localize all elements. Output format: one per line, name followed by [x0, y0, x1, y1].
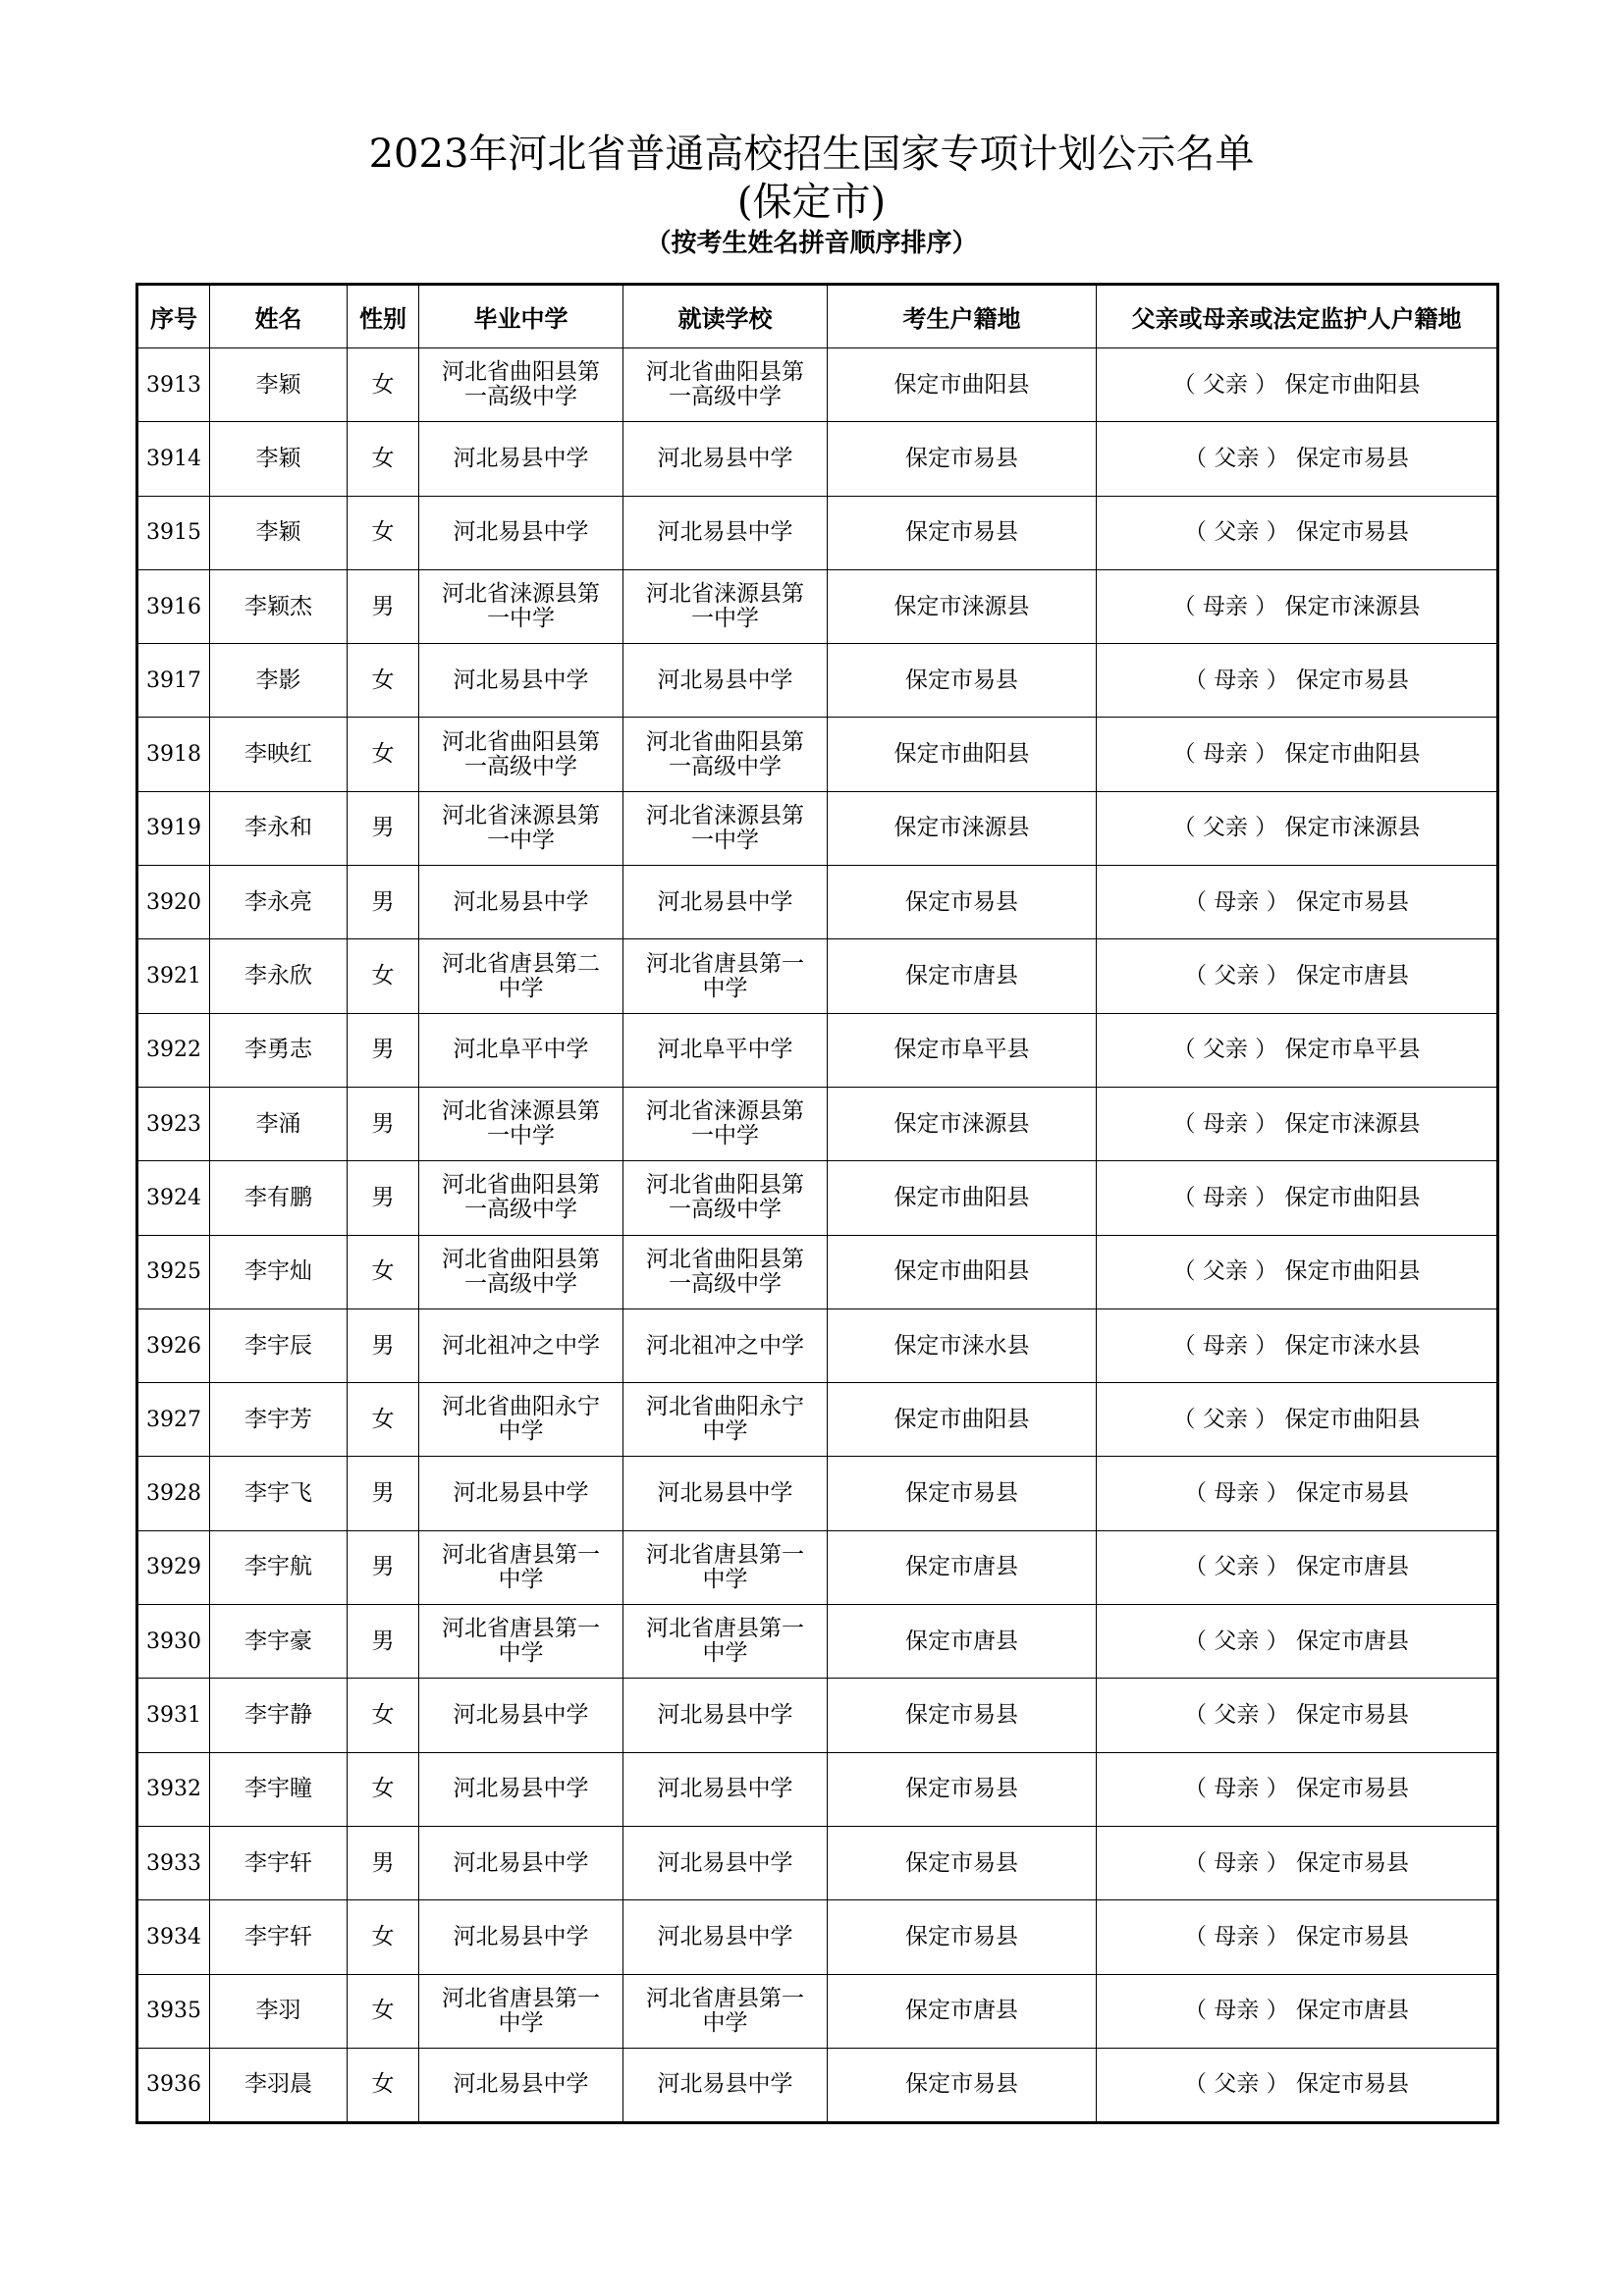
table-row	[137, 422, 1498, 496]
cell-guardian: （ 母亲 ） 保定市曲阳县	[1097, 718, 1498, 791]
table-row	[137, 1161, 1498, 1235]
cell-household: 保定市曲阳县	[828, 348, 1097, 422]
cell-household: 保定市曲阳县	[828, 1161, 1097, 1235]
cell-current-school: 河北易县中学	[623, 422, 828, 496]
cell-name: 李颖	[210, 496, 348, 569]
cell-current-school: 河北省曲阳永宁 中学	[623, 1383, 828, 1457]
cell-grad-school: 河北省涞源县第 一中学	[419, 569, 623, 643]
cell-gender: 女	[348, 1383, 419, 1457]
cell-seq: 3930	[137, 1605, 210, 1679]
cell-gender: 女	[348, 422, 419, 496]
cell-gender: 女	[348, 1974, 419, 2048]
cell-household: 保定市涞水县	[828, 1308, 1097, 1382]
table-row	[137, 1013, 1498, 1087]
cell-household: 保定市易县	[828, 2048, 1097, 2122]
col-header-guardian: 父亲或母亲或法定监护人户籍地	[1097, 285, 1498, 348]
cell-grad-school: 河北阜平中学	[419, 1013, 623, 1087]
cell-seq: 3914	[137, 422, 210, 496]
cell-grad-school: 河北省曲阳县第 一高级中学	[419, 348, 623, 422]
cell-guardian: （ 父亲 ） 保定市曲阳县	[1097, 348, 1498, 422]
cell-seq: 3924	[137, 1161, 210, 1235]
cell-seq: 3922	[137, 1013, 210, 1087]
cell-household: 保定市易县	[828, 1457, 1097, 1530]
cell-household: 保定市曲阳县	[828, 1235, 1097, 1308]
cell-household: 保定市涞源县	[828, 569, 1097, 643]
cell-grad-school: 河北祖冲之中学	[419, 1308, 623, 1382]
cell-household: 保定市曲阳县	[828, 718, 1097, 791]
cell-household: 保定市易县	[828, 644, 1097, 718]
cell-name: 李有鹏	[210, 1161, 348, 1235]
col-header-gender: 性别	[348, 285, 419, 348]
cell-gender: 女	[348, 1235, 419, 1308]
cell-gender: 男	[348, 1308, 419, 1382]
cell-grad-school: 河北易县中学	[419, 422, 623, 496]
cell-name: 李宇轩	[210, 1900, 348, 1974]
cell-current-school: 河北省曲阳县第 一高级中学	[623, 718, 828, 791]
cell-guardian: （ 母亲 ） 保定市涞源县	[1097, 1087, 1498, 1160]
cell-name: 李宇航	[210, 1530, 348, 1604]
cell-seq: 3936	[137, 2048, 210, 2122]
cell-name: 李宇灿	[210, 1235, 348, 1308]
cell-name: 李颖	[210, 422, 348, 496]
cell-seq: 3933	[137, 1826, 210, 1899]
col-header-seq: 序号	[137, 285, 210, 348]
cell-gender: 女	[348, 1679, 419, 1752]
cell-name: 李宇豪	[210, 1605, 348, 1679]
cell-grad-school: 河北省曲阳县第 一高级中学	[419, 1161, 623, 1235]
cell-seq: 3923	[137, 1087, 210, 1160]
table-row	[137, 569, 1498, 643]
cell-gender: 男	[348, 1013, 419, 1087]
cell-current-school: 河北阜平中学	[623, 1013, 828, 1087]
cell-grad-school: 河北省曲阳县第 一高级中学	[419, 718, 623, 791]
cell-household: 保定市唐县	[828, 1605, 1097, 1679]
cell-name: 李勇志	[210, 1013, 348, 1087]
table-row	[137, 1530, 1498, 1604]
cell-gender: 女	[348, 1900, 419, 1974]
cell-household: 保定市唐县	[828, 1530, 1097, 1604]
cell-seq: 3919	[137, 791, 210, 865]
sort-note: （按考生姓名拼音顺序排序）	[645, 229, 978, 258]
cell-seq: 3928	[137, 1457, 210, 1530]
cell-current-school: 河北易县中学	[623, 1457, 828, 1530]
cell-grad-school: 河北易县中学	[419, 1457, 623, 1530]
cell-guardian: （ 父亲 ） 保定市唐县	[1097, 939, 1498, 1013]
table-row	[137, 1087, 1498, 1160]
cell-guardian: （ 父亲 ） 保定市涞源县	[1097, 791, 1498, 865]
cell-gender: 男	[348, 1161, 419, 1235]
cell-current-school: 河北祖冲之中学	[623, 1308, 828, 1382]
cell-grad-school: 河北省曲阳永宁 中学	[419, 1383, 623, 1457]
cell-seq: 3916	[137, 569, 210, 643]
cell-gender: 男	[348, 1530, 419, 1604]
cell-household: 保定市易县	[828, 1826, 1097, 1899]
cell-seq: 3929	[137, 1530, 210, 1604]
table-row	[137, 496, 1498, 569]
cell-grad-school: 河北易县中学	[419, 2048, 623, 2122]
cell-gender: 男	[348, 1087, 419, 1160]
cell-current-school: 河北易县中学	[623, 644, 828, 718]
cell-name: 李宇辰	[210, 1308, 348, 1382]
cell-household: 保定市阜平县	[828, 1013, 1097, 1087]
cell-name: 李映红	[210, 718, 348, 791]
cell-guardian: （ 母亲 ） 保定市易县	[1097, 1826, 1498, 1899]
cell-name: 李永欣	[210, 939, 348, 1013]
cell-gender: 女	[348, 718, 419, 791]
cell-grad-school: 河北省曲阳县第 一高级中学	[419, 1235, 623, 1308]
cell-gender: 男	[348, 866, 419, 939]
cell-guardian: （ 父亲 ） 保定市曲阳县	[1097, 1235, 1498, 1308]
cell-gender: 男	[348, 1605, 419, 1679]
cell-grad-school: 河北省唐县第一 中学	[419, 1974, 623, 2048]
cell-grad-school: 河北易县中学	[419, 1752, 623, 1826]
cell-gender: 女	[348, 939, 419, 1013]
cell-guardian: （ 母亲 ） 保定市易县	[1097, 1457, 1498, 1530]
cell-current-school: 河北省曲阳县第 一高级中学	[623, 1161, 828, 1235]
cell-household: 保定市易县	[828, 866, 1097, 939]
cell-seq: 3931	[137, 1679, 210, 1752]
col-header-household: 考生户籍地	[828, 285, 1097, 348]
cell-guardian: （ 母亲 ） 保定市易县	[1097, 644, 1498, 718]
cell-guardian: （ 母亲 ） 保定市涞源县	[1097, 569, 1498, 643]
cell-seq: 3915	[137, 496, 210, 569]
cell-gender: 男	[348, 1826, 419, 1899]
table-row	[137, 1308, 1498, 1382]
table-row	[137, 718, 1498, 791]
cell-seq: 3934	[137, 1900, 210, 1974]
cell-current-school: 河北易县中学	[623, 866, 828, 939]
cell-seq: 3932	[137, 1752, 210, 1826]
cell-seq: 3925	[137, 1235, 210, 1308]
table-row	[137, 1752, 1498, 1826]
cell-gender: 女	[348, 1752, 419, 1826]
cell-gender: 女	[348, 496, 419, 569]
cell-guardian: （ 母亲 ） 保定市易县	[1097, 1752, 1498, 1826]
cell-household: 保定市易县	[828, 1752, 1097, 1826]
table-row	[137, 2048, 1498, 2122]
cell-household: 保定市涞源县	[828, 1087, 1097, 1160]
cell-household: 保定市唐县	[828, 1974, 1097, 2048]
col-header-grad-school: 毕业中学	[419, 285, 623, 348]
cell-current-school: 河北省唐县第一 中学	[623, 1530, 828, 1604]
cell-grad-school: 河北易县中学	[419, 644, 623, 718]
cell-name: 李羽晨	[210, 2048, 348, 2122]
cell-guardian: （ 父亲 ） 保定市易县	[1097, 496, 1498, 569]
cell-current-school: 河北省唐县第一 中学	[623, 939, 828, 1013]
cell-household: 保定市涞源县	[828, 791, 1097, 865]
table-row	[137, 1457, 1498, 1530]
cell-seq: 3920	[137, 866, 210, 939]
cell-grad-school: 河北易县中学	[419, 1826, 623, 1899]
table-row	[137, 1383, 1498, 1457]
cell-grad-school: 河北易县中学	[419, 1900, 623, 1974]
roster-table	[135, 283, 1499, 2124]
cell-name: 李宇瞳	[210, 1752, 348, 1826]
cell-name: 李宇静	[210, 1679, 348, 1752]
cell-seq: 3927	[137, 1383, 210, 1457]
cell-household: 保定市曲阳县	[828, 1383, 1097, 1457]
cell-name: 李宇飞	[210, 1457, 348, 1530]
table-row	[137, 1900, 1498, 1974]
cell-name: 李宇芳	[210, 1383, 348, 1457]
cell-name: 李羽	[210, 1974, 348, 2048]
cell-grad-school: 河北省唐县第一 中学	[419, 1605, 623, 1679]
cell-current-school: 河北省涞源县第 一中学	[623, 791, 828, 865]
table-row	[137, 1235, 1498, 1308]
cell-current-school: 河北易县中学	[623, 2048, 828, 2122]
cell-guardian: （ 父亲 ） 保定市易县	[1097, 2048, 1498, 2122]
cell-household: 保定市唐县	[828, 939, 1097, 1013]
cell-household: 保定市易县	[828, 496, 1097, 569]
table-row	[137, 1679, 1498, 1752]
cell-current-school: 河北省唐县第一 中学	[623, 1605, 828, 1679]
table-row	[137, 1605, 1498, 1679]
header-row	[137, 285, 1498, 348]
document-subtitle: (保定市)	[736, 180, 887, 225]
cell-guardian: （ 母亲 ） 保定市易县	[1097, 1900, 1498, 1974]
cell-name: 李影	[210, 644, 348, 718]
cell-name: 李永亮	[210, 866, 348, 939]
cell-current-school: 河北易县中学	[623, 1900, 828, 1974]
cell-household: 保定市易县	[828, 1900, 1097, 1974]
table-row	[137, 348, 1498, 422]
cell-name: 李颖	[210, 348, 348, 422]
cell-household: 保定市易县	[828, 1679, 1097, 1752]
cell-guardian: （ 父亲 ） 保定市曲阳县	[1097, 1383, 1498, 1457]
cell-gender: 女	[348, 2048, 419, 2122]
cell-grad-school: 河北省涞源县第 一中学	[419, 791, 623, 865]
cell-current-school: 河北省涞源县第 一中学	[623, 1087, 828, 1160]
cell-gender: 女	[348, 644, 419, 718]
cell-guardian: （ 父亲 ） 保定市唐县	[1097, 1605, 1498, 1679]
cell-guardian: （ 父亲 ） 保定市易县	[1097, 422, 1498, 496]
table-row	[137, 1826, 1498, 1899]
cell-seq: 3935	[137, 1974, 210, 2048]
cell-gender: 男	[348, 569, 419, 643]
cell-grad-school: 河北省唐县第二 中学	[419, 939, 623, 1013]
cell-household: 保定市易县	[828, 422, 1097, 496]
cell-name: 李涌	[210, 1087, 348, 1160]
cell-current-school: 河北省涞源县第 一中学	[623, 569, 828, 643]
cell-grad-school: 河北省唐县第一 中学	[419, 1530, 623, 1604]
cell-gender: 男	[348, 1457, 419, 1530]
cell-grad-school: 河北易县中学	[419, 1679, 623, 1752]
table-row	[137, 791, 1498, 865]
col-header-name: 姓名	[210, 285, 348, 348]
cell-current-school: 河北易县中学	[623, 1752, 828, 1826]
cell-guardian: （ 母亲 ） 保定市涞水县	[1097, 1308, 1498, 1382]
cell-guardian: （ 母亲 ） 保定市易县	[1097, 866, 1498, 939]
table-row	[137, 866, 1498, 939]
table-row	[137, 1974, 1498, 2048]
cell-gender: 女	[348, 348, 419, 422]
cell-guardian: （ 母亲 ） 保定市曲阳县	[1097, 1161, 1498, 1235]
cell-current-school: 河北易县中学	[623, 496, 828, 569]
cell-current-school: 河北易县中学	[623, 1826, 828, 1899]
cell-seq: 3926	[137, 1308, 210, 1382]
cell-seq: 3917	[137, 644, 210, 718]
cell-seq: 3921	[137, 939, 210, 1013]
cell-current-school: 河北易县中学	[623, 1679, 828, 1752]
cell-name: 李永和	[210, 791, 348, 865]
cell-current-school: 河北省唐县第一 中学	[623, 1974, 828, 2048]
cell-seq: 3918	[137, 718, 210, 791]
col-header-current-school: 就读学校	[623, 285, 828, 348]
cell-guardian: （ 母亲 ） 保定市唐县	[1097, 1974, 1498, 2048]
cell-current-school: 河北省曲阳县第 一高级中学	[623, 348, 828, 422]
cell-guardian: （ 父亲 ） 保定市唐县	[1097, 1530, 1498, 1604]
cell-name: 李宇轩	[210, 1826, 348, 1899]
cell-current-school: 河北省曲阳县第 一高级中学	[623, 1235, 828, 1308]
cell-seq: 3913	[137, 348, 210, 422]
cell-guardian: （ 父亲 ） 保定市易县	[1097, 1679, 1498, 1752]
table-row	[137, 939, 1498, 1013]
cell-grad-school: 河北易县中学	[419, 496, 623, 569]
table-row	[137, 644, 1498, 718]
cell-grad-school: 河北省涞源县第 一中学	[419, 1087, 623, 1160]
cell-gender: 男	[348, 791, 419, 865]
document-title: 2023年河北省普通高校招生国家专项计划公示名单	[368, 132, 1255, 177]
cell-name: 李颖杰	[210, 569, 348, 643]
cell-grad-school: 河北易县中学	[419, 866, 623, 939]
cell-guardian: （ 父亲 ） 保定市阜平县	[1097, 1013, 1498, 1087]
